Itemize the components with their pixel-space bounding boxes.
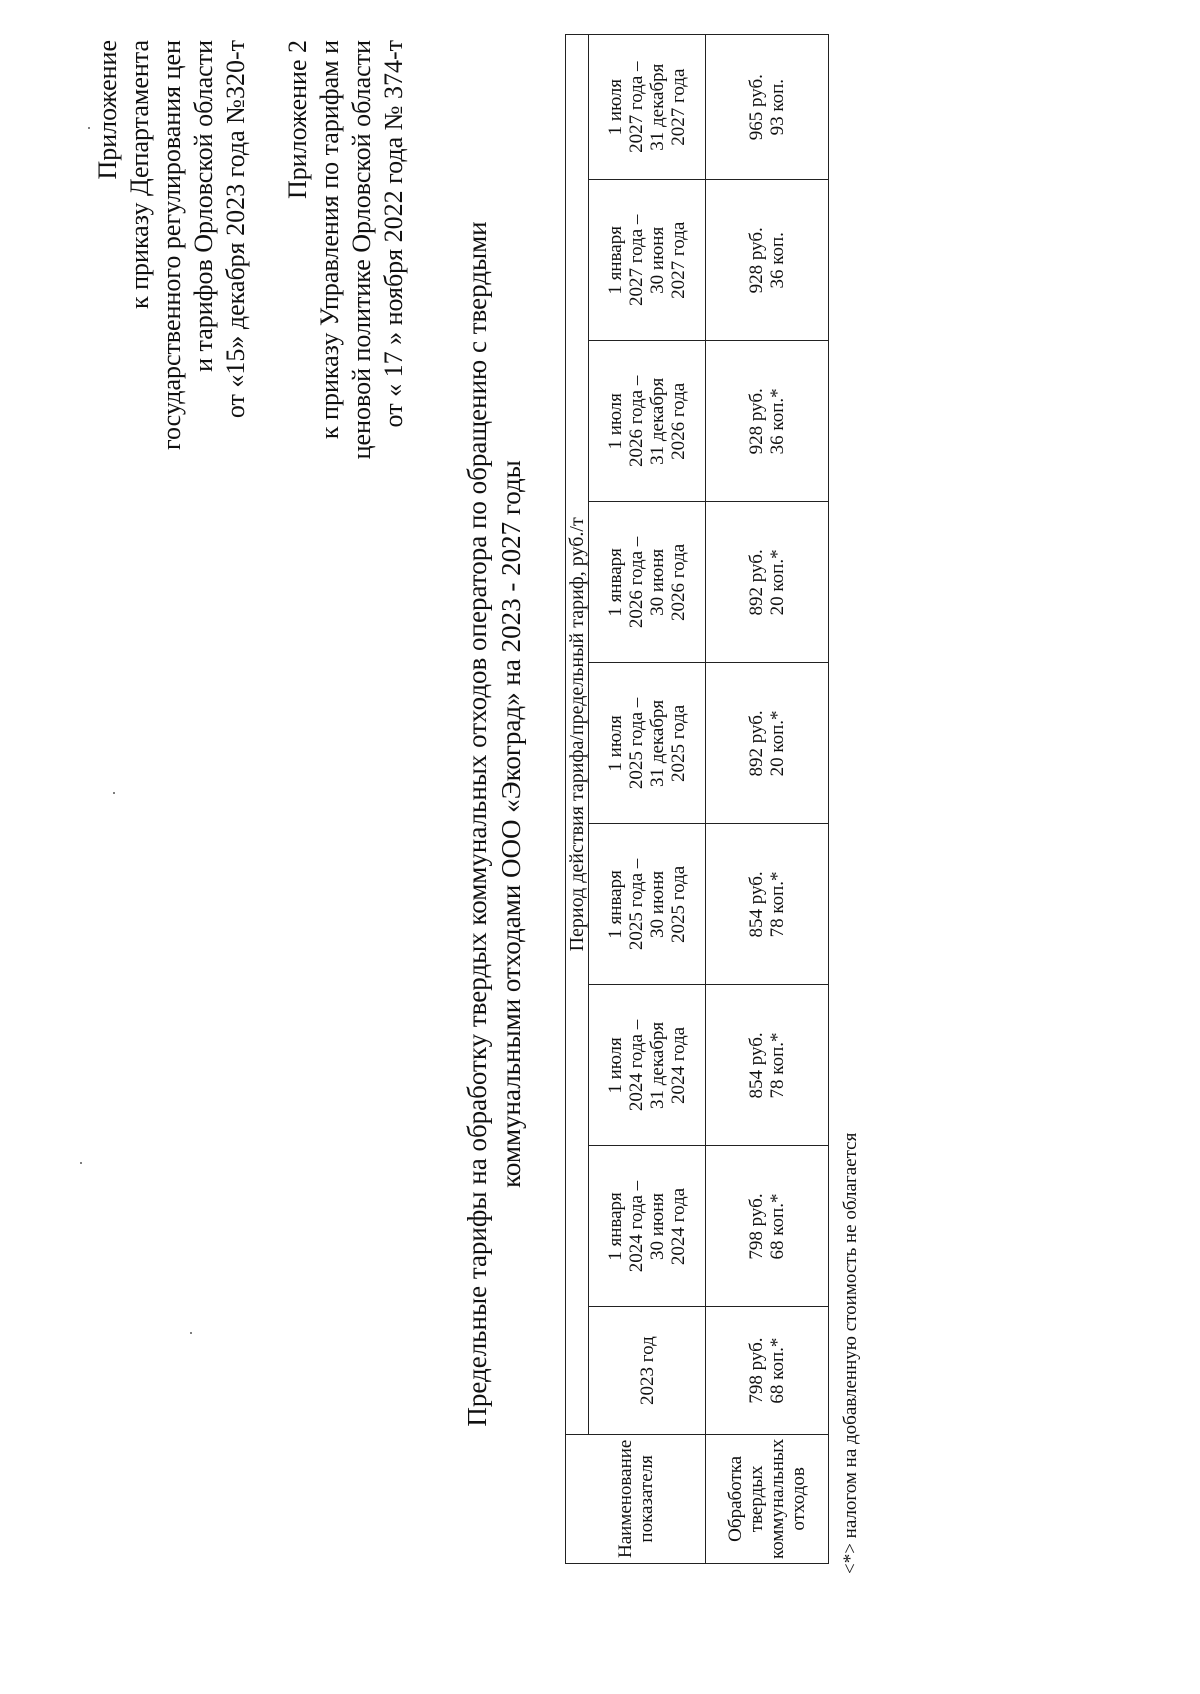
period-text: 2024 года – [626,1019,647,1112]
period-text: 2026 года [668,382,689,460]
tariff-rub: 928 руб. [746,227,767,294]
tariff-kop: 68 коп.* [767,1337,788,1404]
period-cell [589,502,706,663]
tariff-rub: 798 руб. [746,1337,767,1404]
appendix-1-block [92,40,252,450]
period-text: 2027 года [668,221,689,299]
scan-speck [80,1162,82,1164]
tariff-rub: 892 руб. [746,549,767,616]
period-text: 1 июля [605,715,626,772]
period-text: 2025 года [668,865,689,943]
appendix-2-line: Приложение 2 [283,40,312,200]
period-text: 2027 года – [626,214,647,306]
scan-speck [88,127,90,129]
appendix-1-line: и тарифов Орловской области [189,40,218,372]
tariff-kop: 78 коп.* [767,871,788,938]
tariff-kop: 36 коп. [767,232,788,289]
period-text: 2027 года [668,68,689,146]
tariff-value-cell [706,985,829,1146]
tariff-value-cell [706,1307,829,1434]
period-header-cell [566,35,589,1435]
period-text: 30 июня [647,226,668,294]
tariff-rub: 892 руб. [746,710,767,777]
period-text: 1 июля [605,78,626,136]
tariff-kop: 20 коп.* [767,549,788,616]
period-header: Период действия тарифа/предельный тариф, руб./т [565,517,588,952]
appendix-2-line: от « 17 » ноября 2022 года № 374-т [379,40,408,428]
scan-speck [190,1332,192,1334]
period-text: 30 июня [647,1192,668,1261]
period-cell [589,1146,706,1307]
period-text: 2024 года – [626,1180,647,1273]
period-text: 31 декабря [647,1021,668,1110]
tariff-kop: 68 коп.* [767,1193,788,1260]
footnote: <*> налогом на добавленную стоимость не облагается [840,1132,861,1574]
period-row [589,35,706,1564]
indicator-header-cell [566,1434,706,1563]
tariff-value-cell [706,341,829,502]
indicator-cell [706,1434,829,1563]
tariff-rub: 854 руб. [746,1032,767,1099]
document-title [460,194,528,1454]
indicator-text: твердых [746,1465,767,1533]
period-text: 2026 года – [626,536,647,629]
tariff-kop: 36 коп.* [767,388,788,455]
period-text: 2023 год [636,1336,658,1405]
tariff-rub: 928 руб. [746,388,767,455]
period-text: 30 июня [647,870,668,938]
period-cell [589,341,706,502]
appendix-1-line: от «15» декабря 2023 года №320-т [221,40,250,419]
period-text: 1 июля [605,393,626,450]
tariff-value-cell [706,180,829,341]
period-text: 1 января [605,226,626,295]
scan-speck [113,792,115,794]
period-cell [589,663,706,824]
title-line-1: Предельные тарифы на обработку твердых коммунальных отходов оператора по обращению с твердыми [462,221,492,1427]
appendix-2-line: к приказу Управления по тарифам и [315,40,344,440]
period-text: 2025 года – [626,697,647,790]
period-text: 2026 года [668,543,689,621]
period-text: 2024 года [668,1026,689,1105]
period-text: 2025 года – [626,858,647,951]
appendix-1-line: государственного регулирования цен [157,40,186,450]
tariff-table [565,34,829,1564]
period-cell [589,35,706,180]
period-cell [589,1307,706,1434]
tariff-rub: 854 руб. [746,871,767,938]
indicator-text: коммунальных [767,1438,788,1559]
tariff-value-cell [706,824,829,985]
appendix-1-line: Приложение [93,40,122,180]
indicator-header: Наименование показателя [614,1439,657,1559]
tariff-rub: 798 руб. [746,1193,767,1260]
period-text: 2026 года – [626,375,647,468]
period-text: 31 декабря [647,377,668,465]
table-header-row [566,35,589,1564]
indicator-text: Обработка [725,1455,746,1542]
table-row [706,35,829,1564]
period-cell [589,180,706,341]
period-text: 1 января [605,1192,626,1261]
appendix-2-block [282,40,410,459]
period-text: 31 декабря [647,63,668,151]
appendix-1-line: к приказу Департамента [125,40,154,310]
tariff-value-cell [706,663,829,824]
period-cell [589,824,706,985]
period-text: 2025 года [668,704,689,782]
period-text: 1 января [605,870,626,939]
indicator-text: отходов [788,1467,809,1531]
period-text: 31 декабря [647,699,668,787]
tariff-rub: 965 руб. [746,74,767,141]
tariff-value-cell [706,1146,829,1307]
tariff-value-cell [706,502,829,663]
appendix-2-line: ценовой политике Орловской области [347,40,376,460]
period-cell [589,985,706,1146]
tariff-kop: 20 коп.* [767,710,788,777]
tariff-kop: 78 коп.* [767,1032,788,1099]
period-text: 1 июля [605,1037,626,1094]
tariff-kop: 93 коп. [767,78,788,136]
tariff-value-cell [706,35,829,180]
period-text: 30 июня [647,548,668,616]
period-text: 1 января [605,548,626,617]
title-line-2: коммунальными отходами ООО «Экоград» на 2023 - 2027 годы [496,460,526,1188]
period-text: 2024 года [668,1187,689,1266]
period-text: 2027 года – [626,61,647,153]
